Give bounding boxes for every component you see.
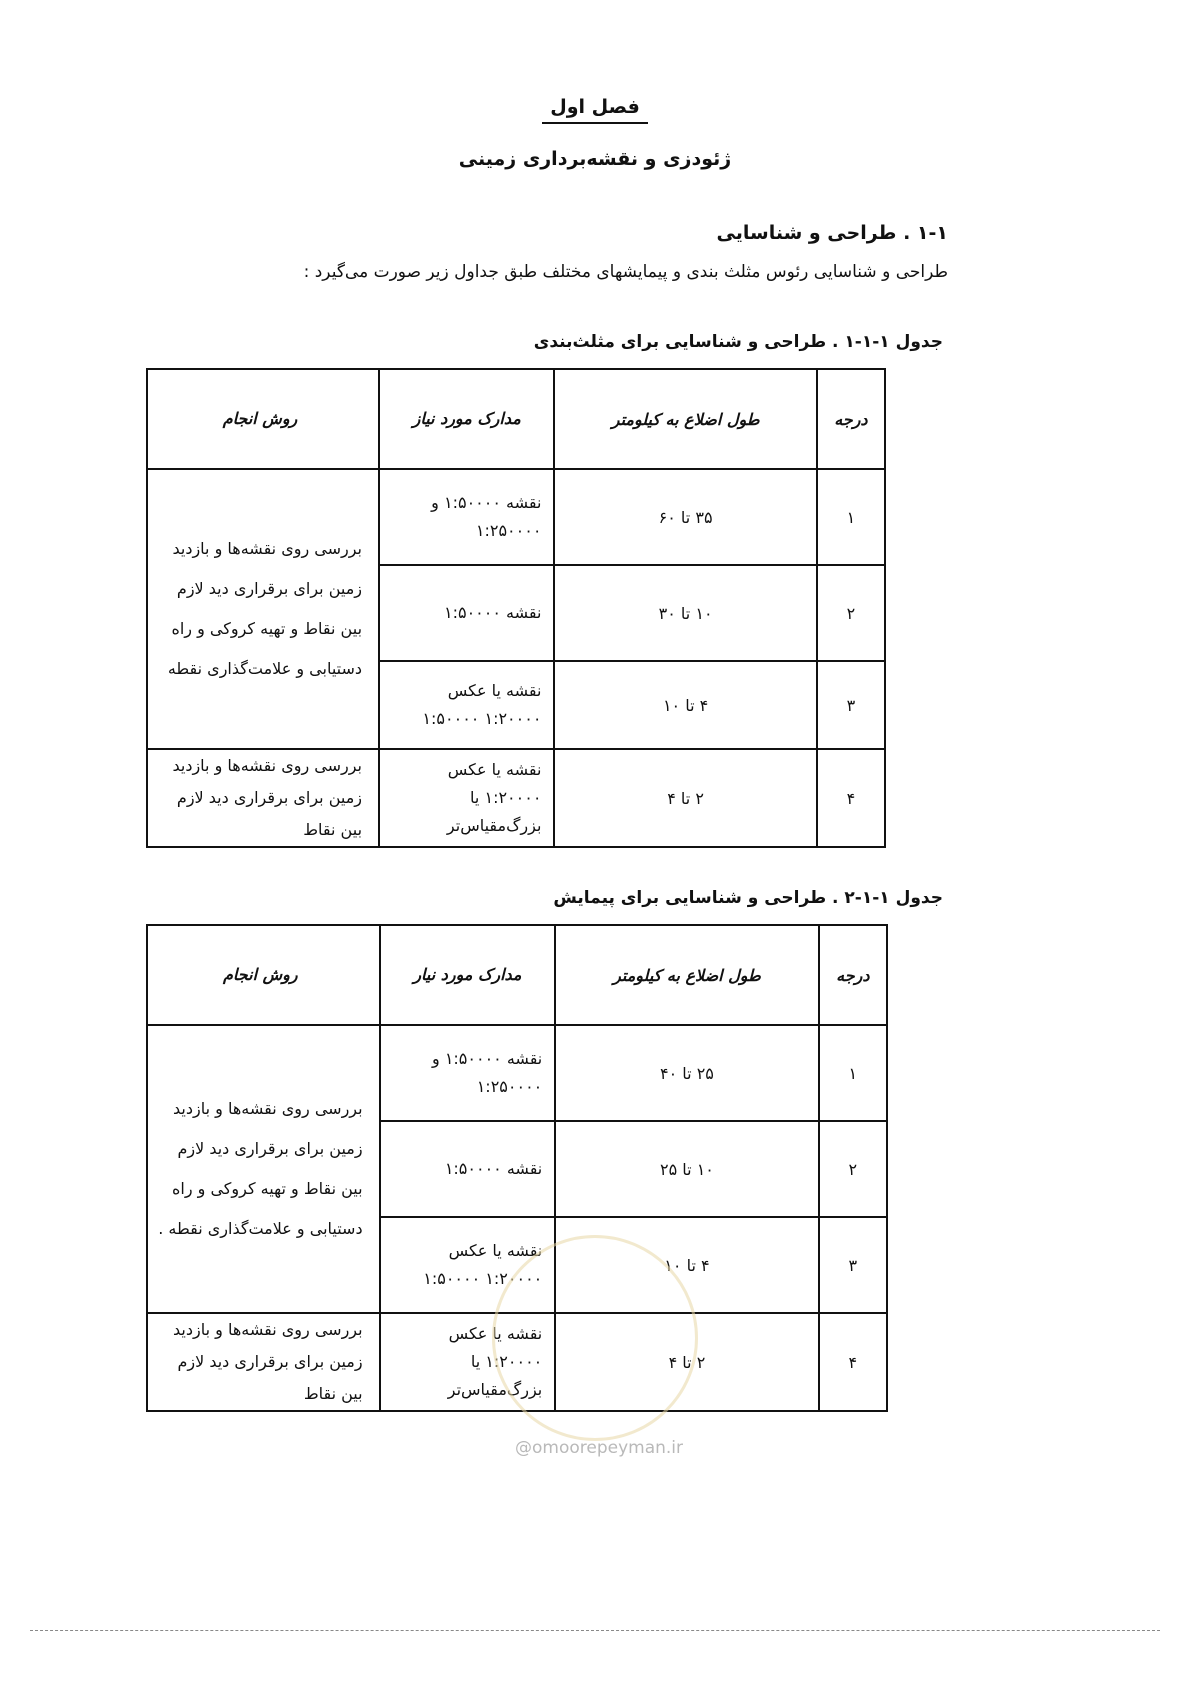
docs-cell: نقشه یا عکس ۱:۲۰۰۰۰ ۱:۵۰۰۰۰ [380,1217,556,1313]
watermark-logo [492,1235,698,1441]
length-cell: ۳۵ تا ۶۰ [554,469,816,565]
watermark-site: @omoorepeyman.ir [515,1438,684,1458]
table1-caption: جدول ۱-۱-۱ . طراحی و شناسایی برای مثلث‌بندی [533,332,943,352]
header-length: طول اضلاع به کیلومتر [554,369,816,469]
degree-cell: ۱ [817,469,885,565]
length-cell: ۲ تا ۴ [555,1313,818,1411]
docs-cell: نقشه یا عکس ۱:۲۰۰۰۰ یا بزرگ‌مقیاس‌تر [380,1313,556,1411]
section-heading: ۱-۱ . طراحی و شناسایی [716,222,948,244]
chapter-title: فصل اول [0,96,1190,118]
docs-cell: نقشه ۱:۵۰۰۰۰ و ۱:۲۵۰۰۰۰ [379,469,554,565]
header-degree: درجه [819,925,887,1025]
table-row [147,1025,887,1121]
docs-cell: نقشه یا عکس ۱:۲۰۰۰۰ ۱:۵۰۰۰۰ [379,661,554,749]
header-method: روش انجام [147,925,380,1025]
method-cell: بررسی روی نقشه‌ها و بازدید زمین برای برقراری دید لازم بین نقاط و تهیه کروکی و راه دستیابی و علامت‌گذاری نقطه . [147,1025,380,1313]
degree-cell: ۳ [817,661,885,749]
table1 [146,368,886,848]
degree-cell: ۲ [819,1121,887,1217]
table2-caption: جدول ۱-۱-۲ . طراحی و شناسایی برای پیمایش [553,888,943,908]
length-cell: ۴ تا ۱۰ [555,1217,818,1313]
page-footer-rule [30,1630,1160,1631]
docs-cell: نقشه ۱:۵۰۰۰۰ و ۱:۲۵۰۰۰۰ [380,1025,556,1121]
method-cell: بررسی روی نقشه‌ها و بازدید زمین برای برقراری دید لازم بین نقاط [147,1313,380,1411]
header-docs: مدارک مورد نیاز [379,369,554,469]
degree-cell: ۱ [819,1025,887,1121]
header-length: طول اضلاع به کیلومتر [555,925,818,1025]
docs-cell: نقشه یا عکس ۱:۲۰۰۰۰ یا بزرگ‌مقیاس‌تر [379,749,554,847]
method-cell: بررسی روی نقشه‌ها و بازدید زمین برای برقراری دید لازم بین نقاط و تهیه کروکی و راه دستیابی و علامت‌گذاری نقطه [147,469,379,749]
header-degree: درجه [817,369,885,469]
method-cell: بررسی روی نقشه‌ها و بازدید زمین برای برقراری دید لازم بین نقاط [147,749,379,847]
length-cell: ۱۰ تا ۲۵ [555,1121,818,1217]
docs-cell: نقشه ۱:۵۰۰۰۰ [379,565,554,661]
length-cell: ۲ تا ۴ [554,749,816,847]
intro-paragraph: طراحی و شناسایی رئوس مثلث بندی و پیمایشهای مختلف طبق جداول زیر صورت می‌گیرد : [303,262,948,282]
degree-cell: ۲ [817,565,885,661]
table2-header-row [147,925,887,1025]
table1-header-row [147,369,885,469]
docs-cell: نقشه ۱:۵۰۰۰۰ [380,1121,556,1217]
length-cell: ۴ تا ۱۰ [554,661,816,749]
header-docs: مدارک مورد نیار [380,925,556,1025]
length-cell: ۲۵ تا ۴۰ [555,1025,818,1121]
header-method: روش انجام [147,369,379,469]
length-cell: ۱۰ تا ۳۰ [554,565,816,661]
degree-cell: ۴ [819,1313,887,1411]
degree-cell: ۴ [817,749,885,847]
table-row [147,749,885,847]
degree-cell: ۳ [819,1217,887,1313]
table-row [147,469,885,565]
chapter-subtitle: ژئودزی و نقشه‌برداری زمینی [458,148,732,170]
